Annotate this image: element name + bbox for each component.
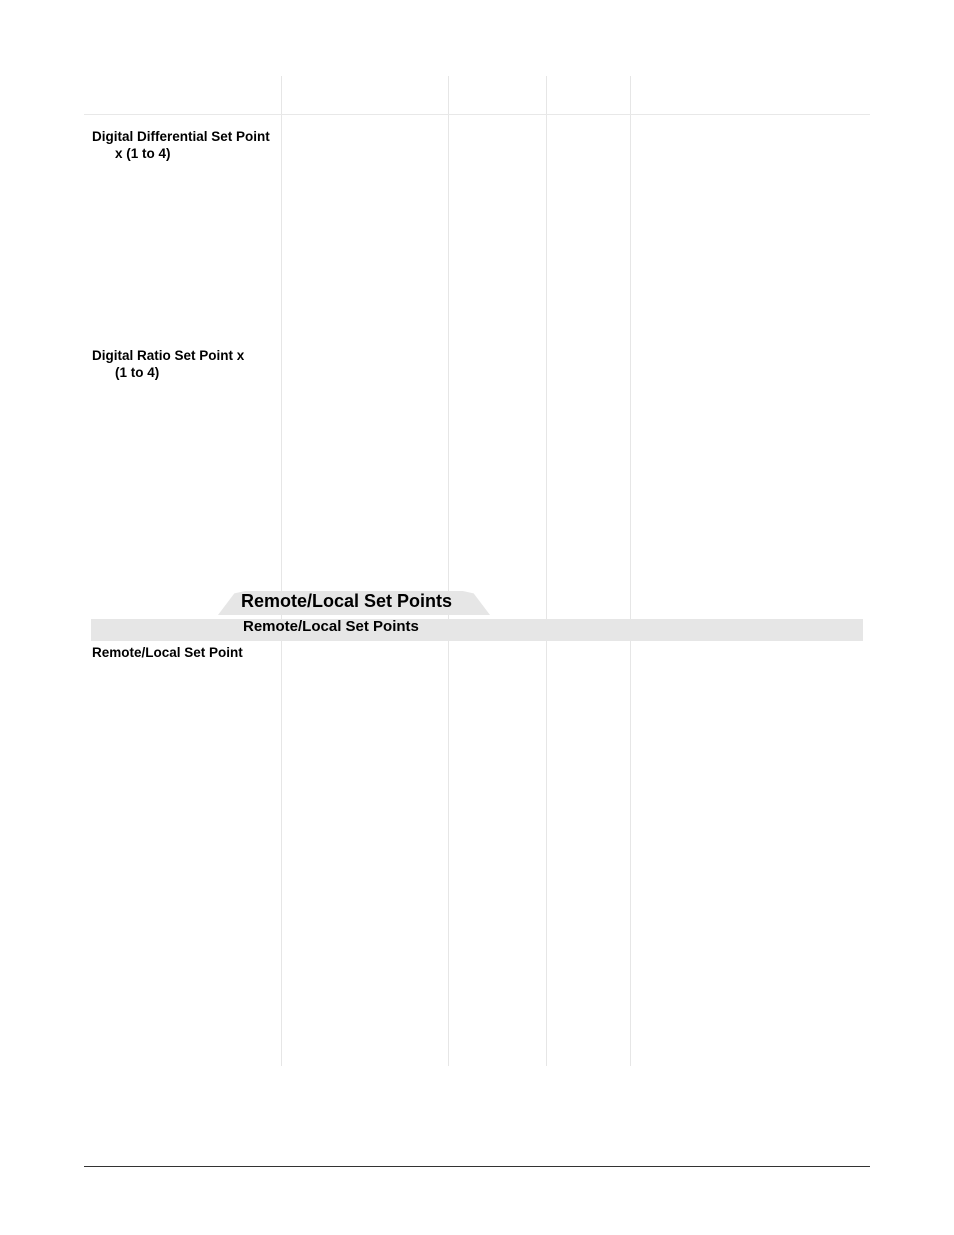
column-divider-2-lower (448, 641, 449, 1066)
column-divider-3 (546, 76, 547, 619)
table-header-rule (84, 114, 870, 115)
column-divider-3-lower (546, 641, 547, 1066)
column-divider-1-lower (281, 641, 282, 1066)
column-divider-2 (448, 76, 449, 619)
column-divider-4 (630, 76, 631, 619)
param-remote-local-set-point (92, 644, 243, 661)
param-digital-ratio-set-point (92, 347, 244, 381)
column-divider-4-lower (630, 641, 631, 1066)
param-digital-differential-set-point (92, 128, 270, 162)
param-name-line1: Remote/Local Set Point (92, 645, 243, 660)
footer-rule (84, 1166, 870, 1167)
param-name-line1: Digital Differential Set Point (92, 129, 270, 144)
section-bar-title: Remote/Local Set Points (243, 618, 419, 635)
param-name-line2: (1 to 4) (115, 365, 160, 380)
column-divider-1 (281, 76, 282, 619)
param-name-line1: Digital Ratio Set Point x (92, 348, 245, 363)
section-header-bar (91, 619, 863, 641)
param-name-line2: x (1 to 4) (115, 146, 171, 161)
section-tab-title: Remote/Local Set Points (241, 591, 453, 611)
